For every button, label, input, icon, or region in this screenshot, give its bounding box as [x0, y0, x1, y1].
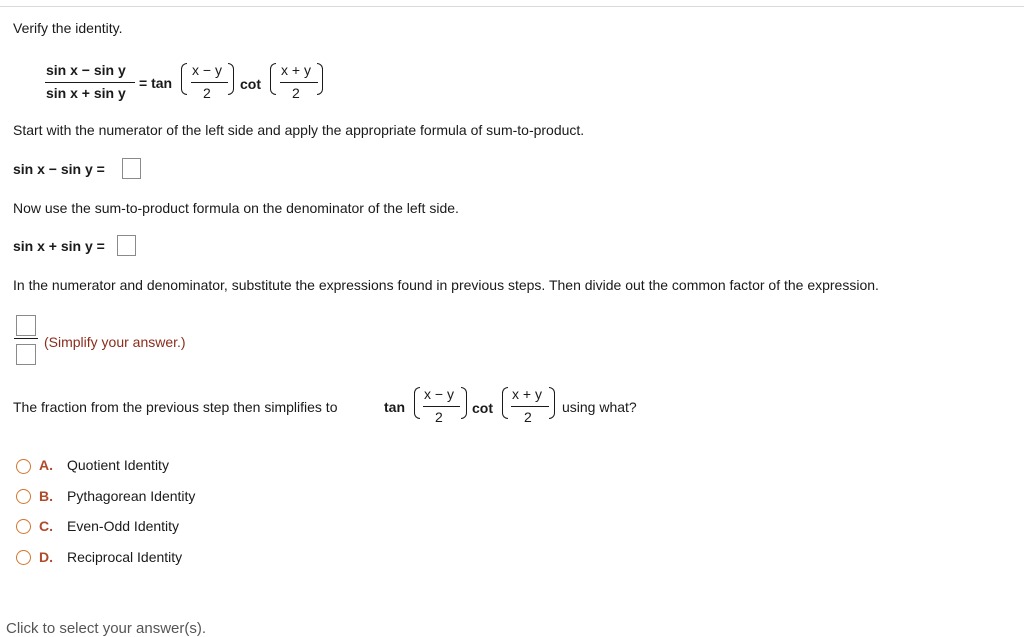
left-paren [181, 63, 187, 95]
step3-instruction: In the numerator and denominator, substitute the expressions found in previous steps. Then divide out the common factor of the expression. [13, 277, 879, 293]
option-letter: D. [39, 549, 53, 565]
question-cot: cot [472, 400, 493, 416]
question-tan: tan [384, 399, 405, 415]
identity-equals-tan: = tan [139, 75, 173, 91]
option-label[interactable]: Even-Odd Identity [67, 518, 180, 534]
heading: Verify the identity. [13, 20, 123, 36]
option-letter: C. [39, 518, 53, 534]
option-letter: A. [39, 457, 53, 473]
step1-instruction: Start with the numerator of the left side and apply the appropriate formula of sum-to-product. [13, 122, 585, 138]
fraction-numerator-input[interactable] [16, 315, 36, 336]
radio-d[interactable] [16, 550, 31, 565]
identity-arg1-numerator: x − y [192, 62, 222, 78]
identity-arg1-denominator: 2 [203, 85, 211, 101]
question-arg1-denominator: 2 [435, 409, 443, 425]
denominator-answer-input[interactable] [117, 235, 136, 256]
identity-left-denominator: sin x + sin y [46, 85, 126, 101]
identity-arg2-bar [280, 82, 318, 83]
option-letter: B. [39, 488, 53, 504]
step1-lhs: sin x − sin y = [13, 161, 105, 177]
left-paren [414, 387, 420, 419]
identity-cot: cot [240, 76, 261, 92]
question-arg1-bar [423, 406, 460, 407]
right-paren [228, 63, 234, 95]
question-prefix: The fraction from the previous step then simplifies to [13, 399, 338, 415]
step2-instruction: Now use the sum-to-product formula on the denominator of the left side. [13, 200, 459, 216]
option-label[interactable]: Reciprocal Identity [67, 549, 183, 565]
question-arg1-numerator: x − y [424, 386, 454, 402]
footer-instruction: Click to select your answer(s). [6, 620, 207, 637]
right-paren [461, 387, 467, 419]
option-label[interactable]: Pythagorean Identity [67, 488, 196, 504]
radio-b[interactable] [16, 489, 31, 504]
radio-c[interactable] [16, 519, 31, 534]
question-arg2-numerator: x + y [512, 386, 542, 402]
identity-arg2-denominator: 2 [292, 85, 300, 101]
question-arg2-denominator: 2 [524, 409, 532, 425]
numerator-answer-input[interactable] [122, 158, 141, 179]
left-paren [502, 387, 508, 419]
right-paren [317, 63, 323, 95]
option-label[interactable]: Quotient Identity [67, 457, 169, 473]
top-divider [0, 6, 1024, 7]
question-suffix: using what? [562, 399, 637, 415]
radio-a[interactable] [16, 459, 31, 474]
identity-left-bar [45, 82, 135, 83]
step2-lhs: sin x + sin y = [13, 238, 105, 254]
right-paren [549, 387, 555, 419]
identity-arg2-numerator: x + y [281, 62, 311, 78]
fraction-denominator-input[interactable] [16, 344, 36, 365]
identity-left-numerator: sin x − sin y [46, 62, 126, 78]
fraction-bar [14, 338, 38, 339]
identity-arg1-bar [191, 82, 228, 83]
left-paren [270, 63, 276, 95]
question-arg2-bar [511, 406, 549, 407]
simplify-hint: (Simplify your answer.) [44, 334, 186, 350]
